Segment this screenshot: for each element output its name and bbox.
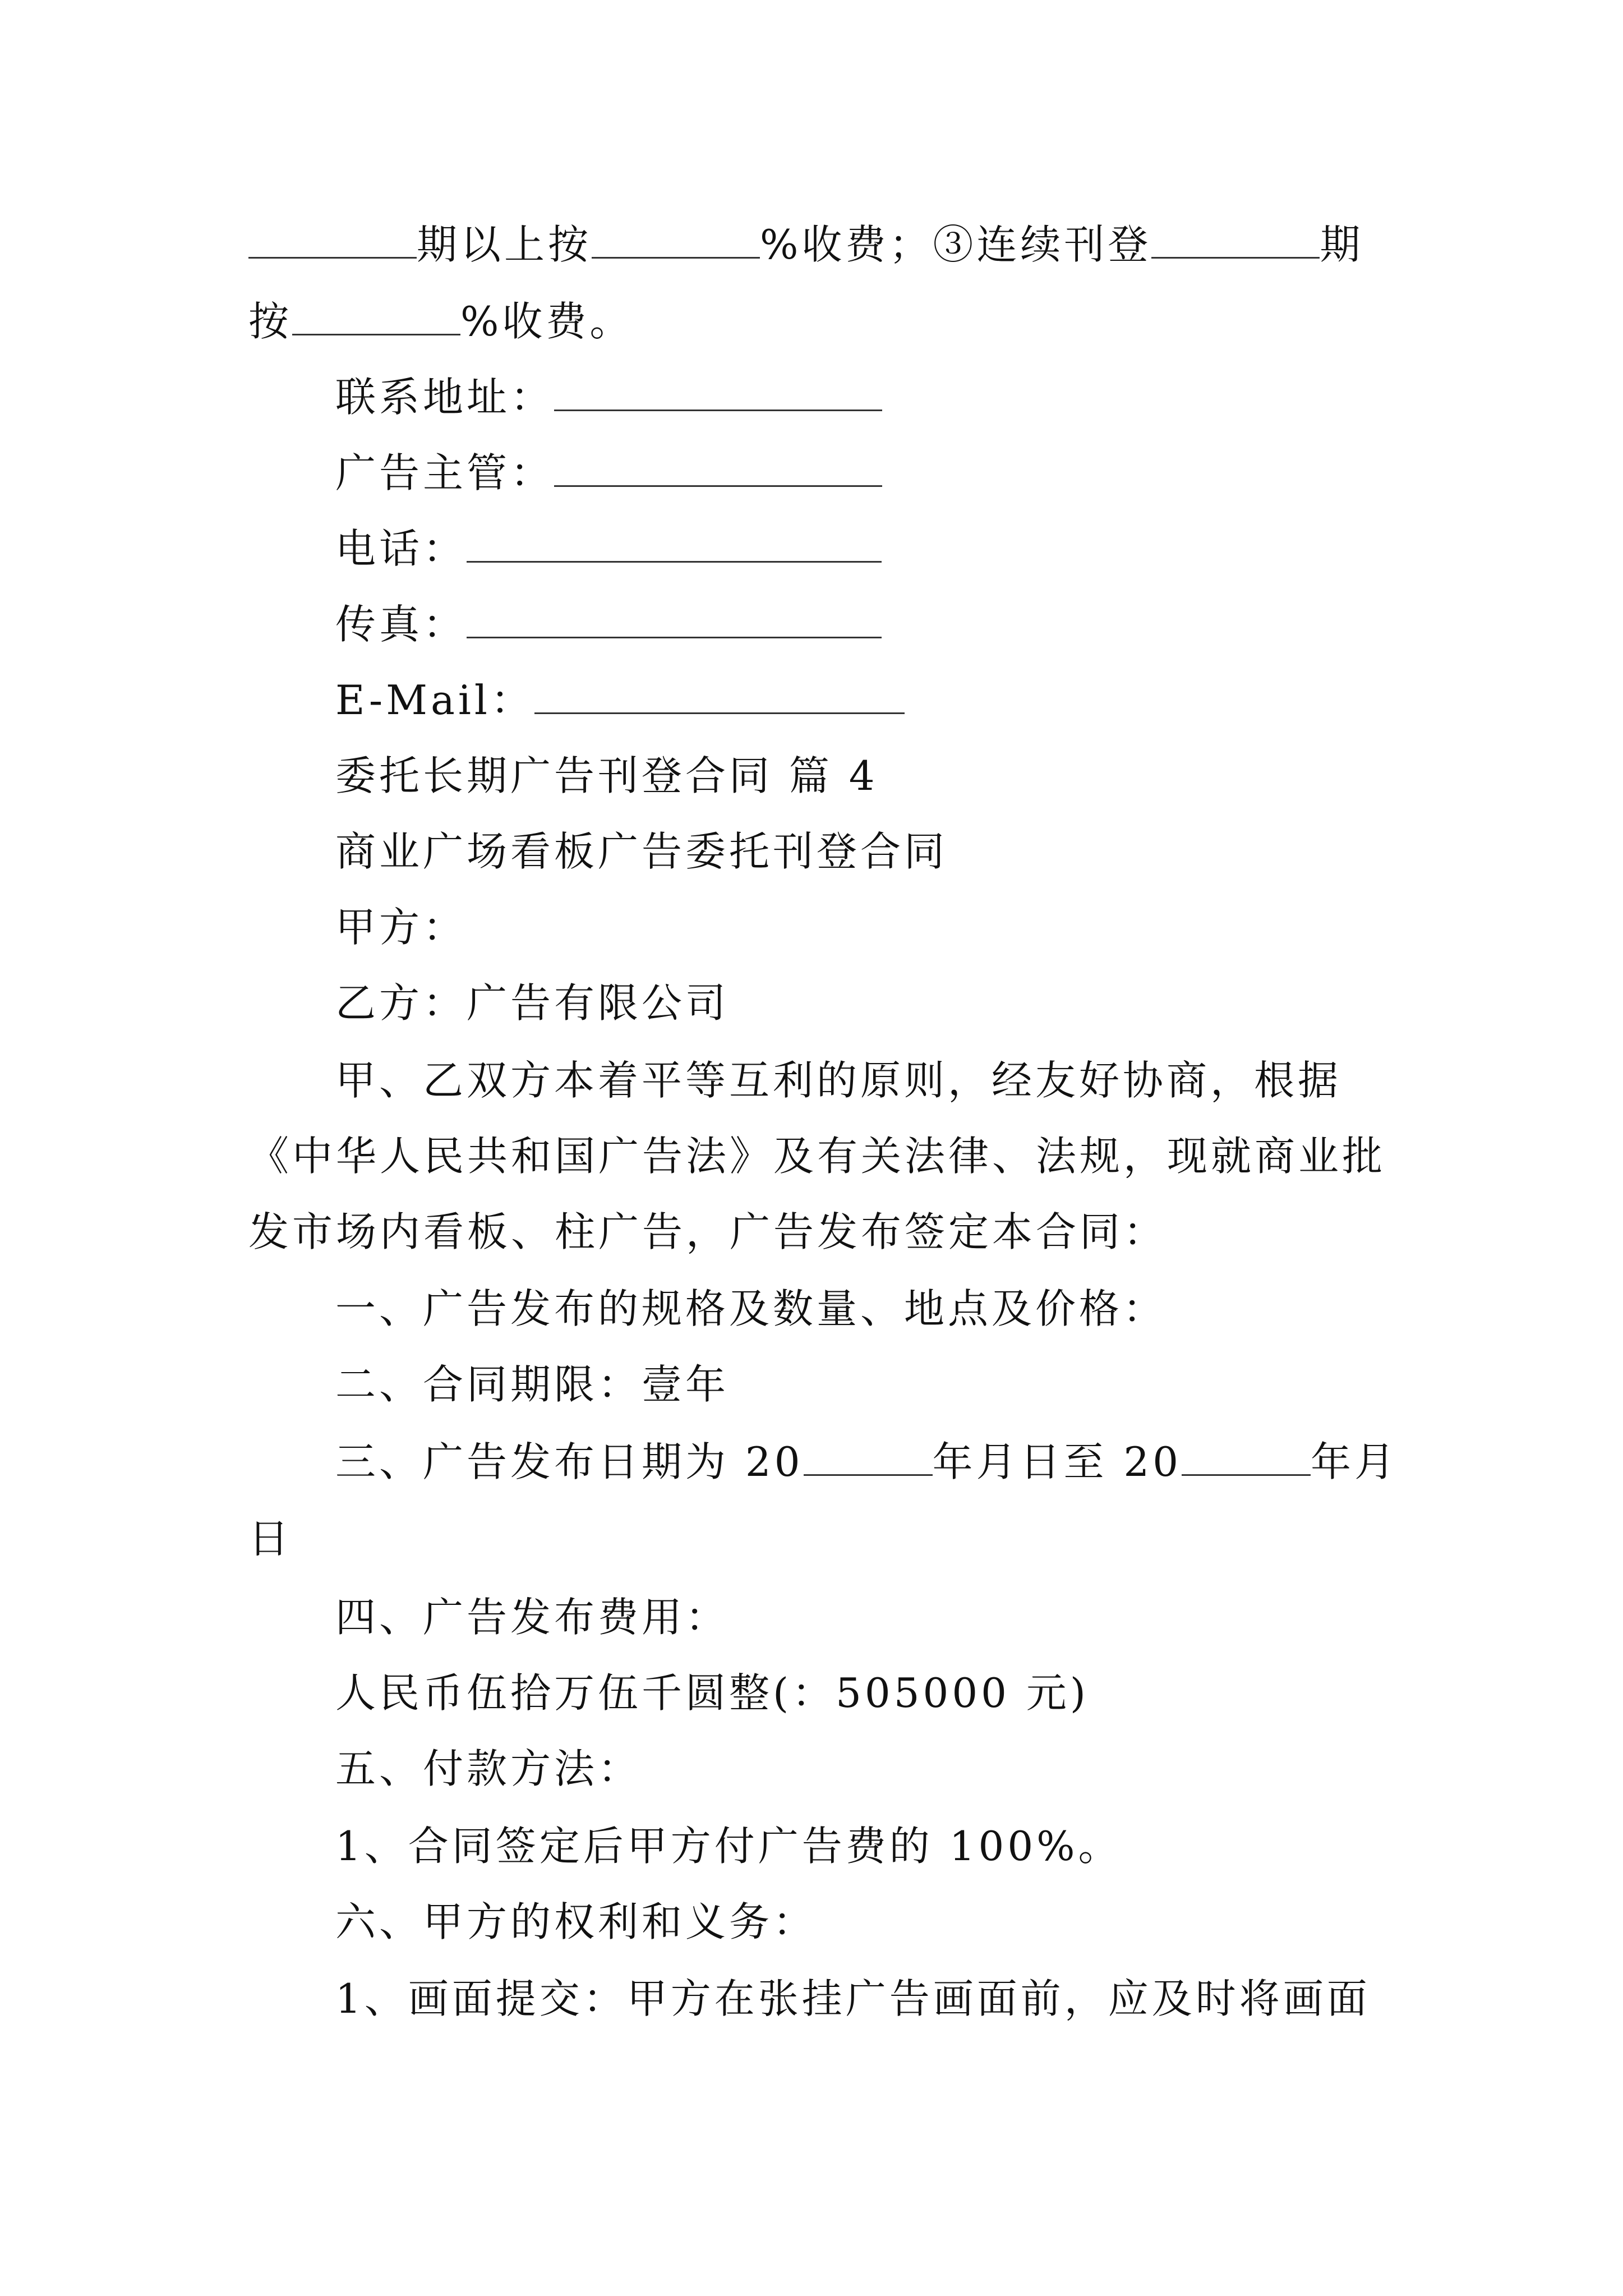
intro-paragraph-line-3: 发市场内看板、柱广告，广告发布签定本合同： — [248, 1208, 1168, 1255]
phone-line — [335, 522, 1468, 576]
clause-3-line-2: 日 — [248, 1515, 293, 1562]
ad-manager-line — [335, 446, 1468, 500]
clause-4: 四、广告发布费用： — [335, 1594, 730, 1641]
phone-label: 电话： — [335, 525, 467, 572]
contract-title: 商业广场看板广告委托刊登合同 — [335, 828, 948, 875]
blank-field — [592, 222, 760, 259]
text-segment: %收费。 — [460, 298, 634, 345]
email-line — [335, 673, 1468, 727]
text-segment: 年月 — [1311, 1438, 1399, 1485]
blank-field — [467, 602, 882, 638]
blank-field — [1182, 1439, 1311, 1476]
fax-line — [335, 597, 1468, 651]
blank-field — [554, 375, 882, 411]
contact-address-line — [335, 370, 1468, 424]
blank-field — [292, 299, 460, 335]
payment-item-1: 1、合同签定后甲方付广告费的 100%。 — [335, 1823, 1122, 1870]
intro-paragraph-line-1: 甲、乙双方本着平等互利的原则，经友好协商，根据 — [335, 1057, 1342, 1104]
text-segment: 期以上按 — [417, 221, 592, 268]
party-a: 甲方： — [335, 904, 467, 951]
fee-amount: 人民币伍拾万伍千圆整(：505000 元) — [335, 1669, 1089, 1717]
rate-line-1 — [248, 218, 1381, 272]
fax-label: 传真： — [335, 601, 467, 648]
intro-paragraph-line-2: 《中华人民共和国广告法》及有关法律、法规，现就商业批 — [248, 1133, 1386, 1180]
clause-2: 二、合同期限：壹年 — [335, 1361, 730, 1408]
text-segment: 年月日至 20 — [932, 1438, 1182, 1485]
text-segment: %收费；③连续刊登 — [760, 221, 1152, 268]
blank-field — [248, 222, 417, 259]
blank-field — [1151, 222, 1320, 259]
text-segment: 三、广告发布日期为 20 — [335, 1438, 804, 1485]
clause-1: 一、广告发布的规格及数量、地点及价格： — [335, 1285, 1167, 1332]
blank-field — [467, 526, 882, 563]
blank-field — [534, 678, 905, 714]
party-b: 乙方：广告有限公司 — [335, 979, 730, 1027]
rate-line-2 — [248, 295, 1381, 348]
email-label: E-Mail： — [335, 677, 534, 724]
blank-field — [804, 1439, 933, 1476]
text-segment: 按 — [248, 298, 293, 345]
clause-5: 五、付款方法： — [335, 1745, 642, 1792]
ad-manager-label: 广告主管： — [335, 449, 555, 496]
text-segment: 期 — [1320, 221, 1364, 268]
clause-6: 六、甲方的权利和义务： — [335, 1898, 817, 1945]
blank-field — [554, 450, 882, 487]
clause-3-line-1 — [335, 1435, 1468, 1489]
duty-item-1: 1、画面提交：甲方在张挂广告画面前，应及时将画面 — [335, 1975, 1371, 2022]
section-title: 委托长期广告刊登合同 篇 4 — [335, 752, 878, 799]
contact-address-label: 联系地址： — [335, 374, 555, 421]
